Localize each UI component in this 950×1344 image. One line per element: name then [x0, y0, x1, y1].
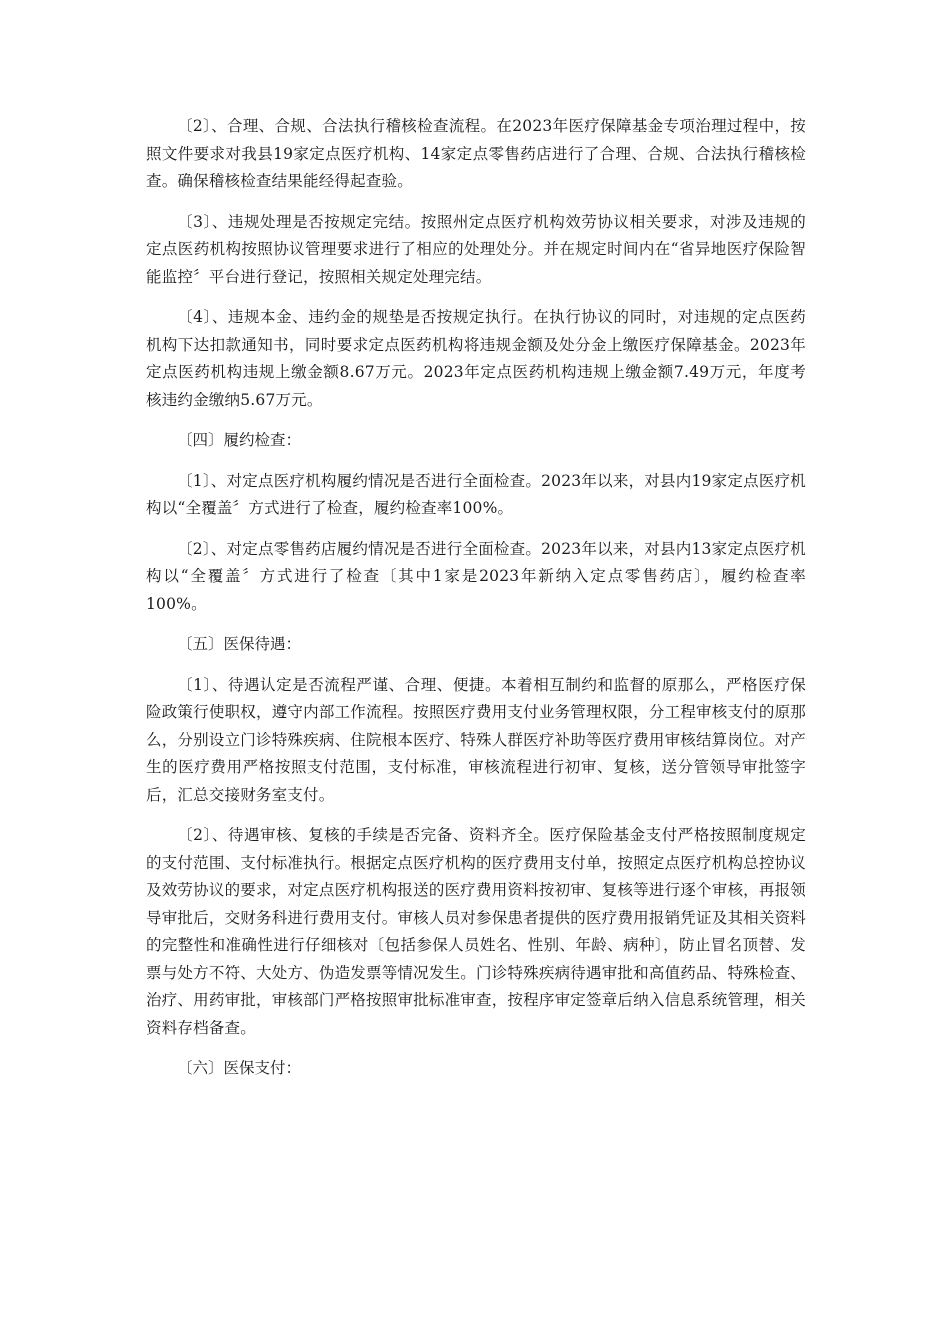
section-heading-contract-inspection: 〔四〕履约检查： [177, 431, 302, 449]
paragraph-benefit-determination: 〔1〕、待遇认定是否流程严谨、合理、便捷。本着相互制约和监督的原那么，严格医疗保险政策行使职权，遵守内部工作流程。按照医疗费用支付业务管理权限，分工程审核支付的原那么，分别设立门诊特殊疾病、住院根本医疗、特殊人群医疗补助等医疗费用审核结算岗位。对产生的医疗费用严格按照支付范围，支付标准，审核流程进行初审、复核，送分管领导审批签字后，汇总交接财务室支付。 [146, 675, 806, 804]
section-heading-insurance-payment: 〔六〕医保支付： [177, 1059, 302, 1077]
paragraph-hospital-inspection: 〔1〕、对定点医疗机构履约情况是否进行全面检查。2023年以来，对县内19家定点医疗机构以“全覆盖〞方式进行了检查，履约检查率100%。 [146, 471, 806, 517]
paragraph-benefit-review: 〔2〕、待遇审核、复核的手续是否完备、资料齐全。医疗保险基金支付严格按照制度规定的支付范围、支付标准执行。根据定点医疗机构的医疗费用支付单，按照定点医疗机构总控协议及效劳协议的要求，对定点医疗机构报送的医疗费用资料按初审、复核等进行逐个审核，再报领导审批后，交财务科进行费用支付。审核人员对参保患者提供的医疗费用报销凭证及其相关资料的完整性和准确性进行仔细核对〔包括参保人员姓名、性别、年龄、病种〕，防止冒名顶替、发票与处方不符、大处方、伪造发票等情况发生。门诊特殊疾病待遇审批和高值药品、特殊检查、治疗、用药审批，审核部门严格按照审批标准审查，按程序审定签章后纳入信息系统管理，相关资料存档备查。 [146, 826, 806, 1037]
section-heading-insurance-benefits: 〔五〕医保待遇： [177, 635, 302, 653]
document-page [146, 113, 806, 1096]
paragraph-violation-handling: 〔3〕、违规处理是否按规定完结。按照州定点医疗机构效劳协议相关要求，对涉及违规的定点医药机构按照协议管理要求进行了相应的处理处分。并在规定时间内在“省异地医疗保险智能监控〞平台进行登记，按照相关规定处理完结。 [146, 212, 806, 286]
paragraph-pharmacy-inspection: 〔2〕、对定点零售药店履约情况是否进行全面检查。2023年以来，对县内13家定点医疗机构以“全覆盖〞方式进行了检查〔其中1家是2023年新纳入定点零售药店〕，履约检查率100%。 [146, 539, 806, 613]
paragraph-penalty-execution: 〔4〕、违规本金、违约金的规垫是否按规定执行。在执行协议的同时，对违规的定点医药机构下达扣款通知书，同时要求定点医药机构将违规金额及处分金上缴医疗保障基金。2023年定点医药机构违规上缴金额8.67万元。2023年定点医药机构违规上缴金额7.49万元，年度考核违约金缴纳5.67万元。 [146, 308, 806, 409]
paragraph-compliance-process: 〔2〕、合理、合规、合法执行稽核检查流程。在2023年医疗保障基金专项治理过程中，按照文件要求对我县19家定点医疗机构、14家定点零售药店进行了合理、合规、合法执行稽核检查。确保稽核检查结果能经得起查验。 [146, 117, 806, 190]
